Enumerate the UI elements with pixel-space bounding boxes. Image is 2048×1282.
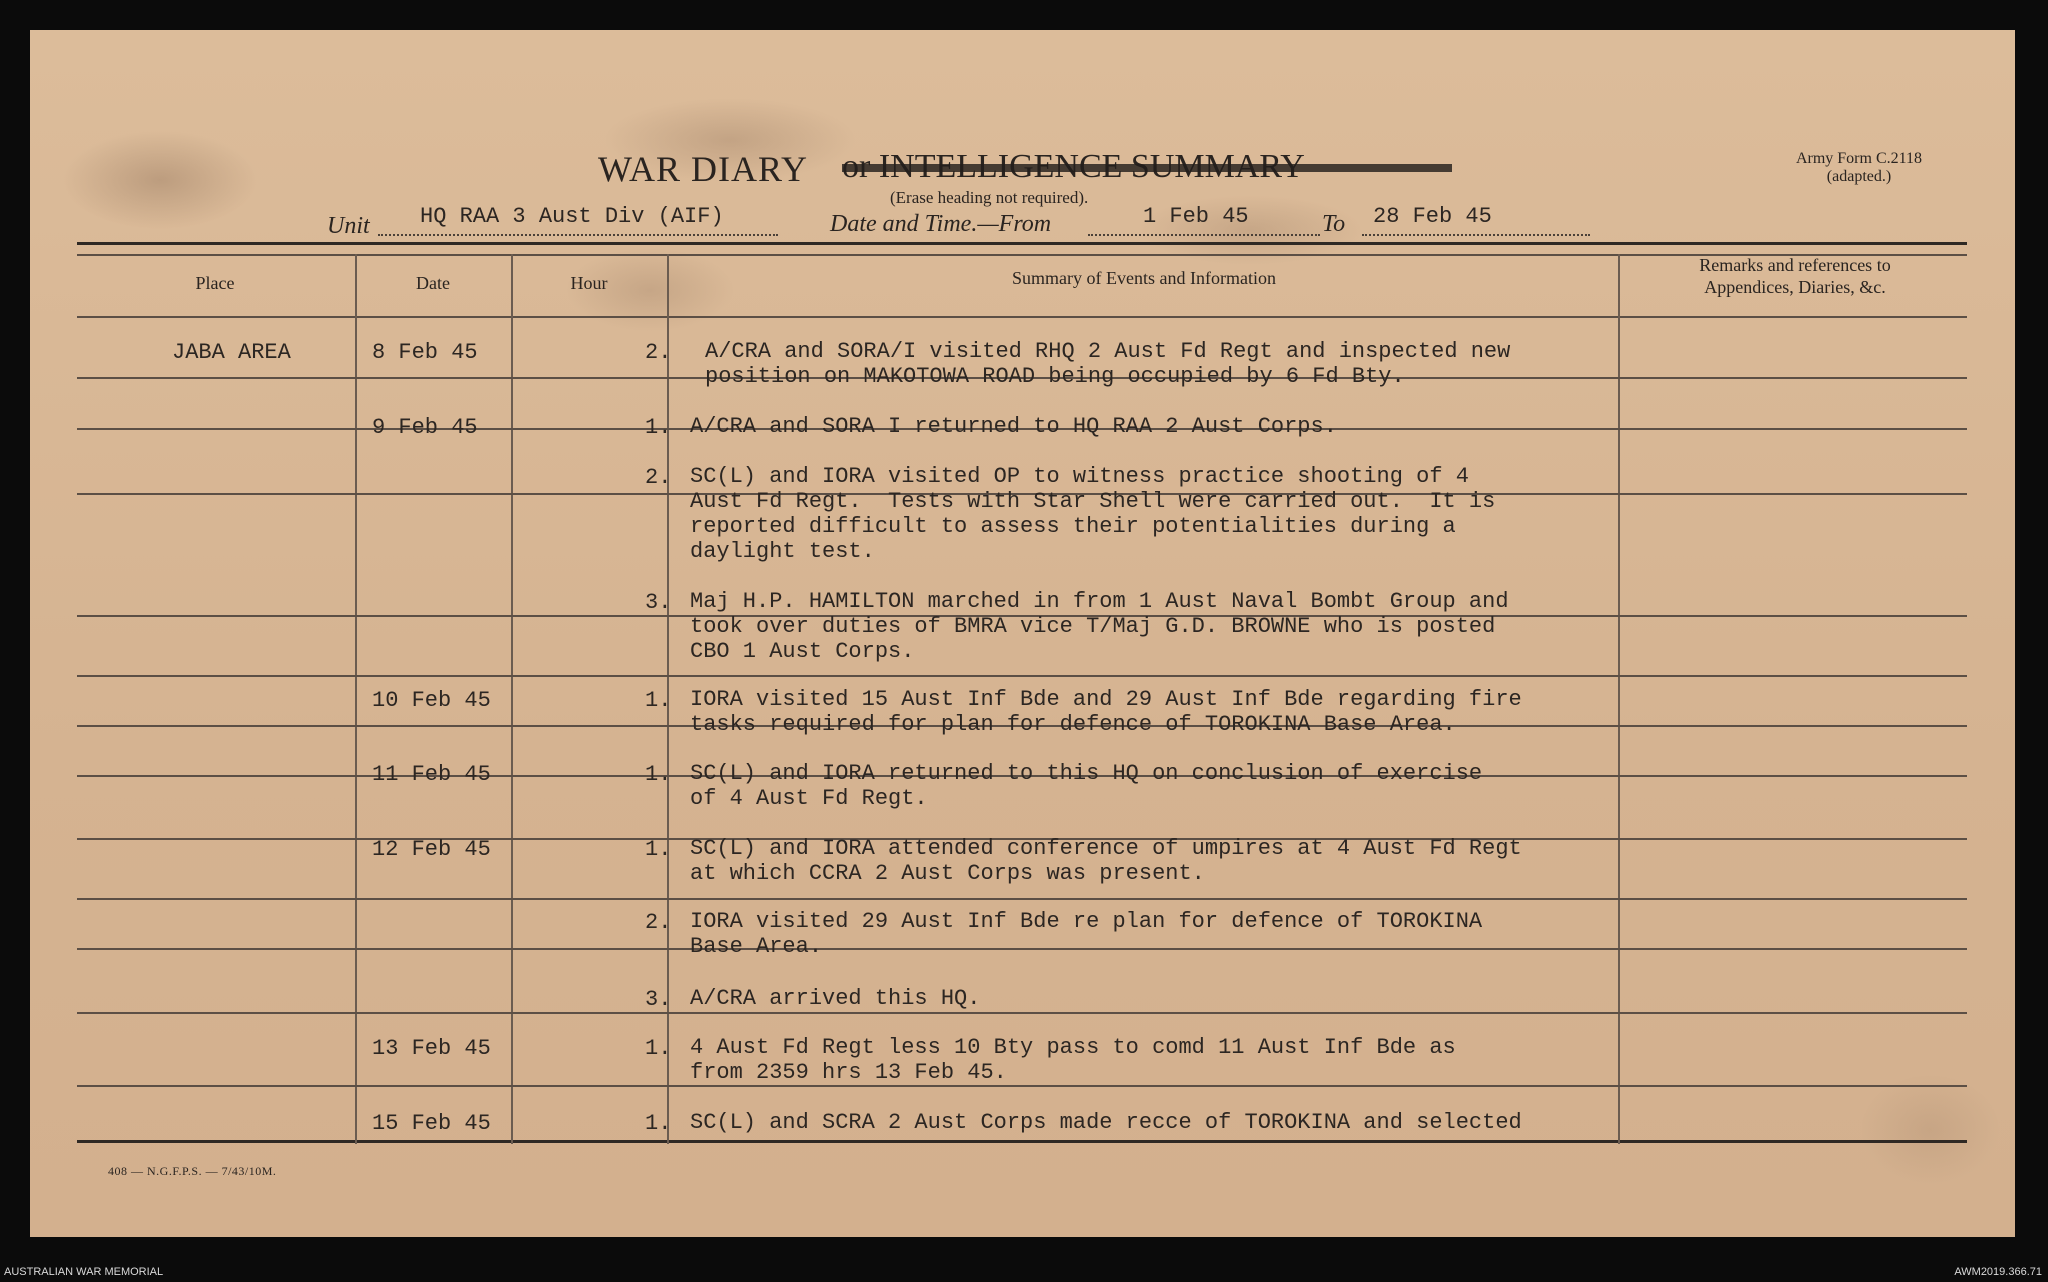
column-divider-place [355, 254, 357, 1144]
row-summary: A/CRA and SORA/I visited RHQ 2 Aust Fd Regt and inspected new position on MAKOTOWA ROAD being occupied by 6 Fd Bty. [705, 339, 1511, 389]
column-divider-summary [1618, 254, 1620, 1144]
row-summary: 4 Aust Fd Regt less 10 Bty pass to comd 11 Aust Inf Bde as from 2359 hrs 13 Feb 45. [690, 1035, 1456, 1085]
archive-caption: AUSTRALIAN WAR MEMORIAL [4, 1266, 164, 1278]
header-remarks [1620, 254, 1970, 298]
column-divider-date [511, 254, 513, 1144]
row-summary: SC(L) and IORA visited OP to witness practice shooting of 4 Aust Fd Regt. Tests with Star Shell were carried out. It is reported difficult to assess their potentialities during a daylight test. [690, 464, 1496, 564]
accession-number: AWM2019.366.71 [1954, 1266, 2042, 1278]
row-date: 9 Feb 45 [372, 415, 478, 440]
header-remarks-line-2: Appendices, Diaries, &c. [1704, 277, 1886, 297]
row-hour: 2. [645, 340, 672, 365]
army-form-label [1784, 150, 1934, 186]
to-value: 28 Feb 45 [1373, 204, 1492, 229]
row-summary: SC(L) and IORA returned to this HQ on conclusion of exercise of 4 Aust Fd Regt. [690, 761, 1483, 811]
row-rule [77, 898, 1967, 900]
row-date: 8 Feb 45 [372, 340, 478, 365]
army-form-number: Army Form C.2118 [1795, 150, 1923, 167]
row-date: 10 Feb 45 [372, 688, 491, 713]
row-summary: SC(L) and IORA attended conference of umpires at 4 Aust Fd Regt at which CCRA 2 Aust Corps was present. [690, 836, 1522, 886]
print-footer: 408 — N.G.F.P.S. — 7/43/10M. [108, 1164, 277, 1178]
from-dotted-line [1088, 234, 1320, 236]
row-summary: A/CRA arrived this HQ. [690, 986, 981, 1011]
header-date: Date [416, 273, 450, 293]
diary-title: WAR DIARY [598, 149, 809, 189]
row-hour: 3. [645, 590, 672, 615]
table-top-rule [77, 242, 1967, 245]
strike-through [842, 164, 1452, 172]
unit-dotted-line [378, 234, 778, 236]
row-date: 12 Feb 45 [372, 837, 491, 862]
unit-value: HQ RAA 3 Aust Div (AIF) [420, 204, 724, 229]
row-hour: 1. [645, 688, 672, 713]
table-bottom-rule [77, 1140, 1967, 1143]
row-date: 13 Feb 45 [372, 1036, 491, 1061]
date-time-label: Date and Time.—From [830, 211, 1052, 237]
row-summary: IORA visited 29 Aust Inf Bde re plan for defence of TOROKINA Base Area. [690, 909, 1483, 959]
row-hour: 2. [645, 465, 672, 490]
row-hour: 1. [645, 1036, 672, 1061]
header-remarks-line-1: Remarks and references to [1699, 255, 1891, 275]
row-hour: 1. [645, 415, 672, 440]
to-label: To [1322, 211, 1346, 237]
row-hour: 1. [645, 1111, 672, 1136]
header-hour: Hour [570, 273, 608, 293]
row-hour: 1. [645, 762, 672, 787]
row-date: 11 Feb 45 [372, 762, 491, 787]
header-bottom-rule [77, 316, 1967, 318]
erase-note: (Erase heading not required). [890, 188, 1089, 207]
to-dotted-line [1362, 234, 1590, 236]
row-rule [77, 1012, 1967, 1014]
row-rule [77, 1085, 1967, 1087]
row-summary: IORA visited 15 Aust Inf Bde and 29 Aust Inf Bde regarding fire tasks required for plan for defence of TOROKINA Base Area. [690, 687, 1522, 737]
row-rule [77, 675, 1967, 677]
row-hour: 1. [645, 837, 672, 862]
row-summary: SC(L) and SCRA 2 Aust Corps made recce of TOROKINA and selected [690, 1110, 1522, 1135]
row-summary: A/CRA and SORA I returned to HQ RAA 2 Aust Corps. [690, 414, 1337, 439]
row-summary: Maj H.P. HAMILTON marched in from 1 Aust Naval Bombt Group and took over duties of BMRA vice T/Maj G.D. BROWNE who is posted CBO 1 Aust Corps. [690, 589, 1509, 664]
header-place: Place [195, 273, 235, 293]
unit-label: Unit [327, 213, 370, 239]
header-summary: Summary of Events and Information [1012, 268, 1276, 288]
army-form-sub: (adapted.) [1826, 168, 1892, 185]
row-place: JABA AREA [172, 340, 291, 365]
row-hour: 3. [645, 987, 672, 1012]
row-hour: 2. [645, 910, 672, 935]
from-value: 1 Feb 45 [1143, 204, 1249, 229]
row-date: 15 Feb 45 [372, 1111, 491, 1136]
